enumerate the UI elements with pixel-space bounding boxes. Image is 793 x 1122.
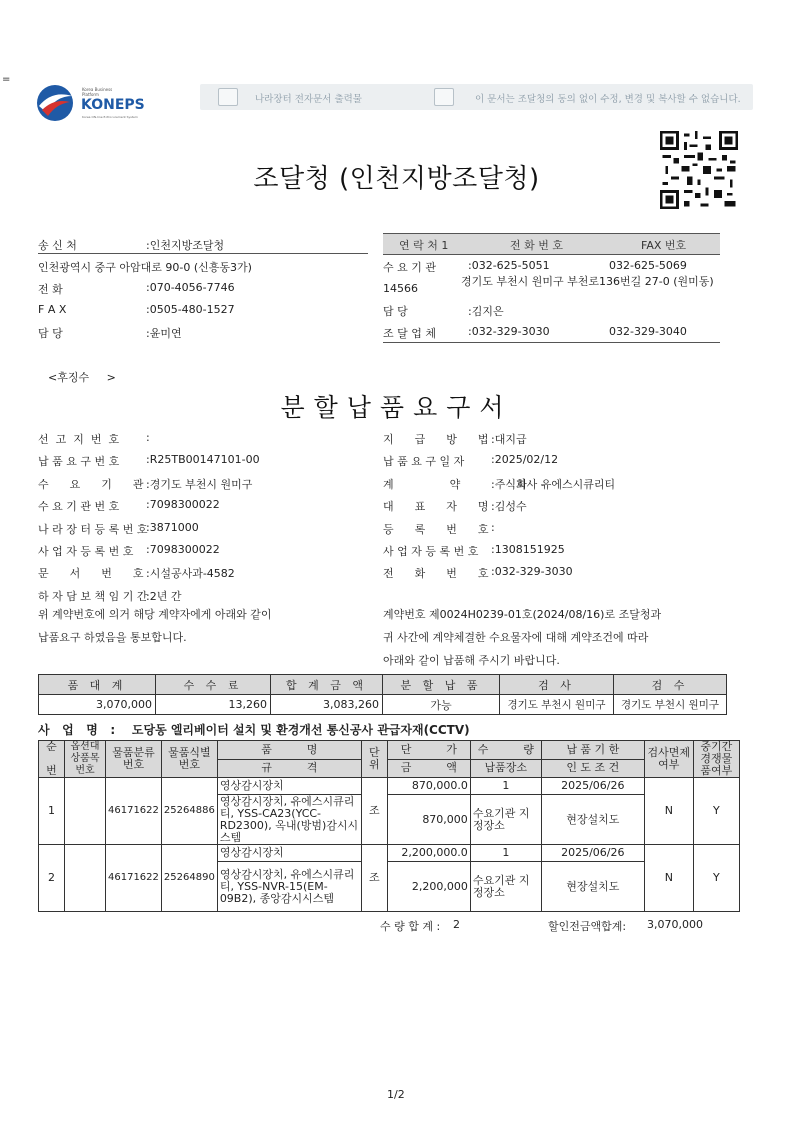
sum-head-total: 합 계 금 액 [271,675,383,695]
item-insp: N [644,845,693,912]
sum-head-fee: 수 수 료 [156,675,271,695]
item-ident: 25264890 [161,845,217,912]
contact-col1: 연 락 처 1 [399,239,449,252]
koneps-swoosh-icon [34,82,76,124]
field-value: : [146,431,150,444]
field-value: :1308151925 [491,543,565,556]
head-qty: 수 량 [470,741,541,760]
back-nav-link[interactable]: <후징수 > [48,371,116,384]
contact-manager: :김지은 [468,305,504,318]
summary-table [38,674,727,715]
field-label: 납 품 요 구 일 자 [383,455,465,469]
logo-name: KONEPS [81,97,145,113]
table-row [39,845,740,862]
head-no: 순 번 [39,741,65,778]
item-period: Y [693,845,739,912]
sender-fax: :0505-480-1527 [146,303,235,316]
table-row [39,778,740,795]
item-insp: N [644,778,693,845]
item-class: 46171622 [106,845,162,912]
item-qty: 1 [470,845,541,862]
field-label: 나 라 장 터 등 록 번 호 [38,522,148,536]
field-value: :2년 간 [146,589,182,603]
sender-fax-label: F A X [38,303,67,316]
sum-split: 가능 [383,695,500,715]
business-name: 사 업 명 : 도당동 엘리베이터 설치 및 환경개선 통신공사 관급자재(CCTV) [38,723,470,737]
head-option: 옵션대상품목번호 [65,741,106,778]
item-cond: 현장설치도 [541,862,644,912]
item-unit: 조 [361,845,387,912]
field-value: :대지급 [491,433,527,446]
demand-zip: 14566 [383,282,418,295]
notice-right-2: 귀 사간에 계약체결한 수요물자에 대해 계약조건에 따라 [383,631,649,644]
item-amount: 2,200,000 [387,862,470,912]
field-label: 사 업 자 등 록 번 호 [383,545,479,558]
field-value: :경기도 부천시 원미구 [146,477,253,491]
vendor-phone: :032-329-3030 [468,325,550,338]
item-due: 2025/06/26 [541,778,644,795]
head-class: 물품분류번호 [106,741,162,778]
field-label: 전 화 번 호 [383,567,489,581]
sum-goods: 3,070,000 [39,695,156,715]
sender-manager-label: 담 당 [38,327,63,340]
head-period: 중기간경쟁물품여부 [693,741,739,778]
field-label: 등 록 번 호 [383,522,489,536]
printer-icon [434,88,454,106]
item-place: 수요기관 지정장소 [470,795,541,845]
head-place: 납품장소 [470,759,541,778]
field-value: :2025/02/12 [491,453,559,467]
field-value: :3871000 [146,520,199,534]
item-no: 1 [39,778,65,845]
field-label: 수 요 기 관 [38,477,144,491]
sender-value: :인천지방조달청 [146,239,225,252]
amount-total-value: 3,070,000 [647,918,703,931]
item-class: 46171622 [106,778,162,845]
sender-phone: :070-4056-7746 [146,281,235,294]
notice-left-1: 위 계약번호에 의거 해당 계약자에게 아래와 같이 [38,608,272,621]
divider-contact [383,342,720,343]
field-value: :R25TB00147101-00 [146,453,260,467]
field-label: 대 표 자 명 [383,500,489,514]
page-number: 1/2 [387,1088,405,1101]
head-insp: 검사면제여부 [644,741,693,778]
item-name: 영상감시장치 [217,778,361,795]
sender-phone-label: 전 화 [38,283,63,296]
field-value: : [491,520,495,534]
item-due: 2025/06/26 [541,845,644,862]
header-banner [0,72,793,130]
item-spec: 영상감시장치, 유에스시큐리티, YSS-NVR-15(EM-09B2), 종앙감시시스템 [217,862,361,912]
sum-head-receive: 검 수 [614,675,727,695]
divider-top [38,253,368,254]
item-opt [65,778,106,845]
field-label: 하 자 담 보 책 임 기 간 [38,589,148,603]
field-label: 선 고 지 번 호 [38,433,120,446]
item-name: 영상감시장치 [217,845,361,862]
item-cond: 현장설치도 [541,795,644,845]
sum-head-inspect: 검 사 [500,675,614,695]
print-notice: 나라장터 전자문서 출력물 [255,94,362,105]
head-due: 납 품 기 한 [541,741,644,760]
vendor-label: 조 달 업 체 [383,327,436,340]
notice-right-1: 계약번호 제0024H0239-01호(2024/08/16)로 조달청과 [383,608,662,621]
logo-tagline: Korea ON-line E-Procurement System [82,115,138,119]
demand-address: 경기도 부천시 원미구 부천로136번길 27-0 (원미동) [461,275,714,288]
field-label: 계 약 자 [383,477,527,491]
item-opt [65,845,106,912]
field-label: 문 서 번 호 [38,567,144,581]
copy-notice: 이 문서는 조달청의 동의 없이 수정, 변경 및 복사할 수 없습니다. [475,94,741,105]
request-title: 분할납품요구서 [280,393,513,422]
head-spec: 규 격 [217,759,361,778]
item-qty: 1 [470,778,541,795]
contact-header [383,233,720,255]
sender-manager: :윤미연 [146,327,182,340]
field-label: 납 품 요 구 번 호 [38,455,120,469]
logo-small-text: Korea Business Platform [82,87,113,97]
contact-col2: 전 화 번 호 [510,239,563,252]
field-label: 사 업 자 등 록 번 호 [38,545,134,558]
item-ident: 25264886 [161,778,217,845]
item-unit: 조 [361,778,387,845]
item-price: 2,200,000.0 [387,845,470,862]
qty-total-label: 수 량 합 계 : [380,920,441,933]
contact-manager-label: 담 당 [383,305,408,318]
item-no: 2 [39,845,65,912]
amount-total-label: 할인전금액합계: [548,920,627,933]
items-table [38,740,740,912]
vendor-fax: 032-329-3040 [609,325,687,338]
head-ident: 물품식별번호 [161,741,217,778]
demand-fax: 032-625-5069 [609,259,687,272]
sender-label: 송 신 처 [38,239,77,252]
item-spec: 영상감시장치, 유에스시큐리티, YSS-CA23(YCC-RD2300), 옥내(방범)감시시스템 [217,795,361,845]
field-value: :시설공사과-4582 [146,567,235,581]
head-price: 단 가 [387,741,470,760]
field-value: :7098300022 [146,543,220,556]
qty-total-value: 2 [453,918,460,931]
head-amount: 금 액 [387,759,470,778]
contact-col3: FAX 번호 [641,239,687,252]
sender-address: 인천광역시 중구 아암대로 90-0 (신흥동3가) [38,261,252,274]
koneps-logo [34,82,144,126]
field-label: 지 급 방 법 [383,433,489,446]
head-unit: 단위 [361,741,387,778]
field-value: :김성수 [491,500,527,514]
item-price: 870,000.0 [387,778,470,795]
field-value: :주식회사 유에스시큐리티 [491,477,616,491]
document-title: 조달청 (인천지방조달청) [253,164,540,194]
notice-right-3: 아래와 같이 납품해 주시기 바랍니다. [383,654,560,667]
head-name: 품 명 [217,741,361,760]
notice-left-2: 납품요구 하였음을 통보합니다. [38,631,187,644]
sum-head-goods: 품 대 계 [39,675,156,695]
sum-fee: 13,260 [156,695,271,715]
demand-phone: :032-625-5051 [468,259,550,272]
field-value: :7098300022 [146,498,220,512]
item-place: 수요기관 지정장소 [470,862,541,912]
sum-inspect: 경기도 부천시 원미구 [500,695,614,715]
field-value: :032-329-3030 [491,565,573,579]
corner-mark: = [2,74,11,85]
field-label: 수 요 기 관 번 호 [38,500,120,514]
sum-total: 3,083,260 [271,695,383,715]
document-icon [218,88,238,106]
item-period: Y [693,778,739,845]
item-amount: 870,000 [387,795,470,845]
sum-receive: 경기도 부천시 원미구 [614,695,727,715]
sum-head-split: 분 할 납 품 [383,675,500,695]
demand-label: 수 요 기 관 [383,261,436,274]
head-cond: 인 도 조 건 [541,759,644,778]
